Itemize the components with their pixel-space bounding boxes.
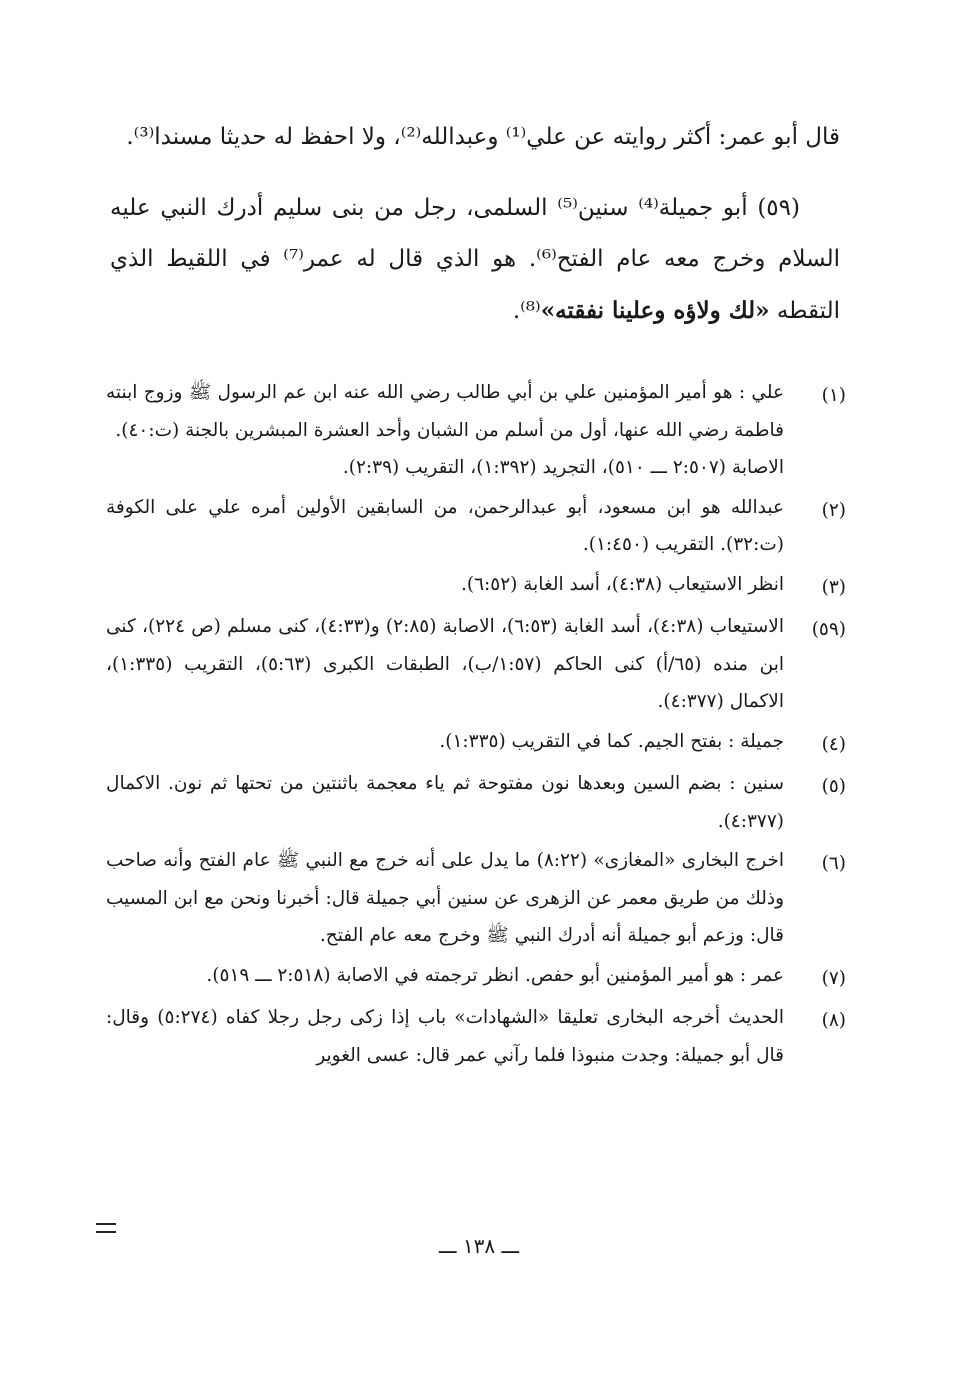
- footnote-number: (٥): [821, 776, 846, 797]
- footnote: [106, 608, 846, 721]
- footnote-text: [106, 765, 784, 840]
- footnote-line: عمر : هو أمير المؤمنين أبو حفص. انظر ترجمته في الاصابة (٢:٥١٨ ـــ ٥١٩).: [206, 964, 784, 986]
- footnote-text: [106, 489, 784, 564]
- footnote-line: علي : هو أمير المؤمنين علي بن أبي طالب رضي الله عنه ابن عم الرسول ﷺ وزوج ابنته فاطمة رضي الله عنها، أول من أسلم من الشبان وأحد العشرة المبشرين بالجنة (ت:٤٠).: [106, 382, 784, 441]
- footnote-number: (٧): [821, 967, 846, 989]
- main-text: [110, 112, 840, 337]
- footnote-text: [106, 957, 784, 998]
- footnote-text: [106, 842, 784, 955]
- paragraph-1: قال أبو عمر: أكثر روايته عن علي⁽¹⁾ وعبدالله⁽²⁾، ولا احفظ له حديثا مسندا⁽³⁾.: [126, 124, 840, 150]
- page-number: ـــ ١٣٨ ـــ: [438, 1234, 520, 1258]
- footnote: [106, 999, 846, 1074]
- footnote-text: [106, 608, 784, 721]
- footnote-text: [106, 723, 784, 764]
- footnote-ref-8: ⁽⁸⁾.: [512, 298, 541, 324]
- footnote-number: (٥٩): [811, 619, 846, 640]
- footnote-text: [106, 566, 784, 607]
- footnote-line: الاصابة (٢:٥٠٧ ـــ ٥١٠)، التجريد (١:٣٩٢)، التقريب (٢:٣٩).: [342, 457, 784, 478]
- footnote: [106, 374, 846, 487]
- continuation-mark: [96, 1223, 116, 1233]
- footnote: [106, 765, 846, 840]
- footnote-text: [106, 374, 784, 487]
- footnote-line: جميلة : بفتح الجيم. كما في التقريب (١:٣٣٥).: [439, 730, 784, 752]
- footnotes: [106, 374, 846, 1076]
- paragraph-2: [110, 183, 840, 337]
- footnote: [106, 842, 846, 955]
- footnote-number: (١): [821, 385, 846, 406]
- paragraph-2-text: (٥٩) أبو جميلة⁽⁴⁾ سنين⁽⁵⁾ السلمى، رجل من بنى سليم أدرك النبي عليه السلام وخرج معه عام الفتح⁽⁶⁾. هو الذي قال له عمر⁽⁷⁾ في اللقيط الذي التقطه: [110, 195, 840, 324]
- footnote-number: (٢): [821, 499, 846, 521]
- footnote-line: اخرج البخارى «المغازى» (٨:٢٢) ما يدل على أنه خرج مع النبي ﷺ عام الفتح وأنه صاحب وذلك من طريق معمر عن الزهرى عن سنين أبي جميلة قال: أخبرنا ونحن مع ابن المسيب قال: وزعم أبو جميلة أنه أدرك النبي ﷺ وخرج معه عام الفتح.: [106, 850, 784, 946]
- footnote-line: انظر الاستيعاب (٤:٣٨)، أسد الغابة (٦:٥٢).: [460, 573, 784, 595]
- footnote-line: الحديث أخرجه البخارى تعليقا «الشهادات» باب إذا زكى رجل رجلا كفاه (٥:٢٧٤) وقال: قال أبو جميلة: وجدت منبوذا فلما رآني عمر قال: عسى الغوير: [106, 1007, 784, 1066]
- footnote-line: الاستيعاب (٤:٣٨)، أسد الغابة (٦:٥٣)، الاصابة (٢:٨٥) و(٤:٣٣)، كنى مسلم (ص ٢٢٤)، كنى ابن منده (٦٥/أ) كنى الحاكم (١:٥٧/ب)، الطبقات الكبرى (٥:٦٣)، التقريب (١:٣٣٥)، الاكمال (٤:٣٧٧).: [106, 616, 785, 712]
- footnote-number: (٨): [821, 1010, 846, 1031]
- footnote-text: [106, 999, 784, 1074]
- footnote-number: (٣): [821, 576, 846, 598]
- quoted-saying: «لك ولاؤه وعلينا نفقته»: [540, 297, 770, 324]
- footnote: [106, 957, 846, 998]
- footnote-number: (٦): [821, 853, 846, 874]
- footnote: [106, 489, 846, 564]
- footnote: [106, 723, 846, 764]
- footnote: [106, 566, 846, 607]
- footnote-line: سنين : بضم السين وبعدها نون مفتوحة ثم ياء معجمة باثنتين من تحتها ثم نون. الاكمال (٤:٣٧٧).: [106, 773, 784, 832]
- footnote-line: عبدالله هو ابن مسعود، أبو عبدالرحمن، من السابقين الأولين أمره علي على الكوفة (ت:٣٢). التقريب (١:٤٥٠).: [106, 496, 784, 555]
- footnote-number: (٤): [821, 733, 846, 755]
